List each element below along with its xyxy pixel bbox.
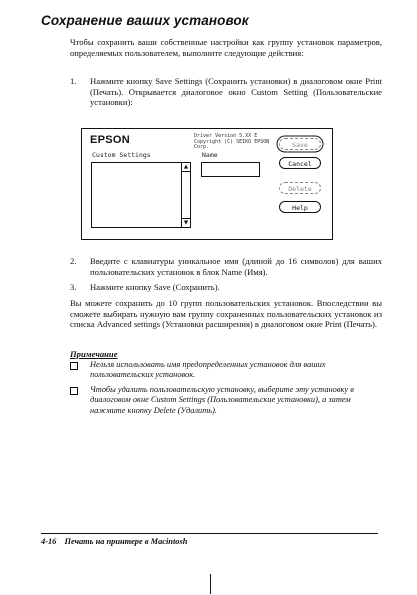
- custom-settings-list[interactable]: [91, 162, 191, 228]
- step-3: [70, 282, 382, 293]
- note-1: [70, 360, 382, 381]
- note-2: [70, 385, 382, 416]
- intro-paragraph: Чтобы сохранить ваши собственные настройки как группу установок параметров, определяемых пользователем, выполните следующие действия:: [70, 37, 382, 58]
- name-label: Name: [202, 151, 218, 159]
- scrollbar[interactable]: [181, 163, 190, 227]
- page-number: 4-16: [41, 537, 57, 546]
- footer-rule: [41, 533, 378, 534]
- note-text: Нельзя использовать имя предопределенных установок для ваших пользовательских установок.: [90, 360, 326, 380]
- step-number: 3.: [70, 282, 77, 292]
- checkbox-bullet-icon: [70, 387, 78, 395]
- cancel-button[interactable]: Cancel: [279, 157, 321, 169]
- after-paragraph: Вы можете сохранить до 10 групп пользовательских установок. Впоследствии вы сможете выбирать нужную вам группу сохраненных пользовательских установок из списка Advanced settings (Установки расширения) в диалоговом окне Print (Печать).: [70, 298, 382, 330]
- step-text: Введите с клавиатуры уникальное имя (длиной до 16 символов) для ваших пользовательских установок в блок Name (Имя).: [90, 256, 382, 277]
- step-2: [70, 256, 382, 277]
- epson-logo: EPSON: [90, 134, 131, 146]
- step-1: [70, 76, 382, 108]
- page-footer: [41, 537, 187, 546]
- step-text: Нажмите кнопку Save Settings (Сохранить установки) в диалоговом окне Print (Печать). Открывается диалоговое окно Custom Setting (Пользовательские установки):: [90, 76, 382, 108]
- driver-version-text: Driver Version 5.XX E Copyright (C) SEIKO EPSON Corp.: [194, 133, 270, 150]
- delete-button[interactable]: Delete: [279, 182, 321, 194]
- custom-settings-label: Custom Settings: [92, 151, 151, 159]
- checkbox-bullet-icon: [70, 362, 78, 370]
- scroll-up-arrow-icon[interactable]: ▲: [183, 164, 189, 170]
- step-number: 1.: [70, 76, 77, 86]
- custom-settings-dialog: [81, 128, 333, 240]
- footer-title: Печать на принтере в Macintosh: [64, 537, 188, 546]
- notes-title: Примечание: [70, 349, 118, 359]
- name-input[interactable]: [201, 162, 260, 177]
- scroll-down-arrow-icon[interactable]: ▼: [183, 220, 189, 226]
- step-number: 2.: [70, 256, 77, 266]
- page-heading: Сохранение ваших установок: [41, 13, 249, 28]
- step-text: Нажмите кнопку Save (Сохранить).: [90, 282, 220, 292]
- crop-mark: [210, 574, 211, 594]
- help-button[interactable]: Help: [279, 201, 321, 213]
- note-text: Чтобы удалить пользовательскую установку, выберите эту установку в диалоговом окне Custom Settings (Пользовательские установки), а затем нажмите кнопку Delete (Удалить).: [90, 385, 354, 415]
- save-button[interactable]: Save: [279, 138, 321, 150]
